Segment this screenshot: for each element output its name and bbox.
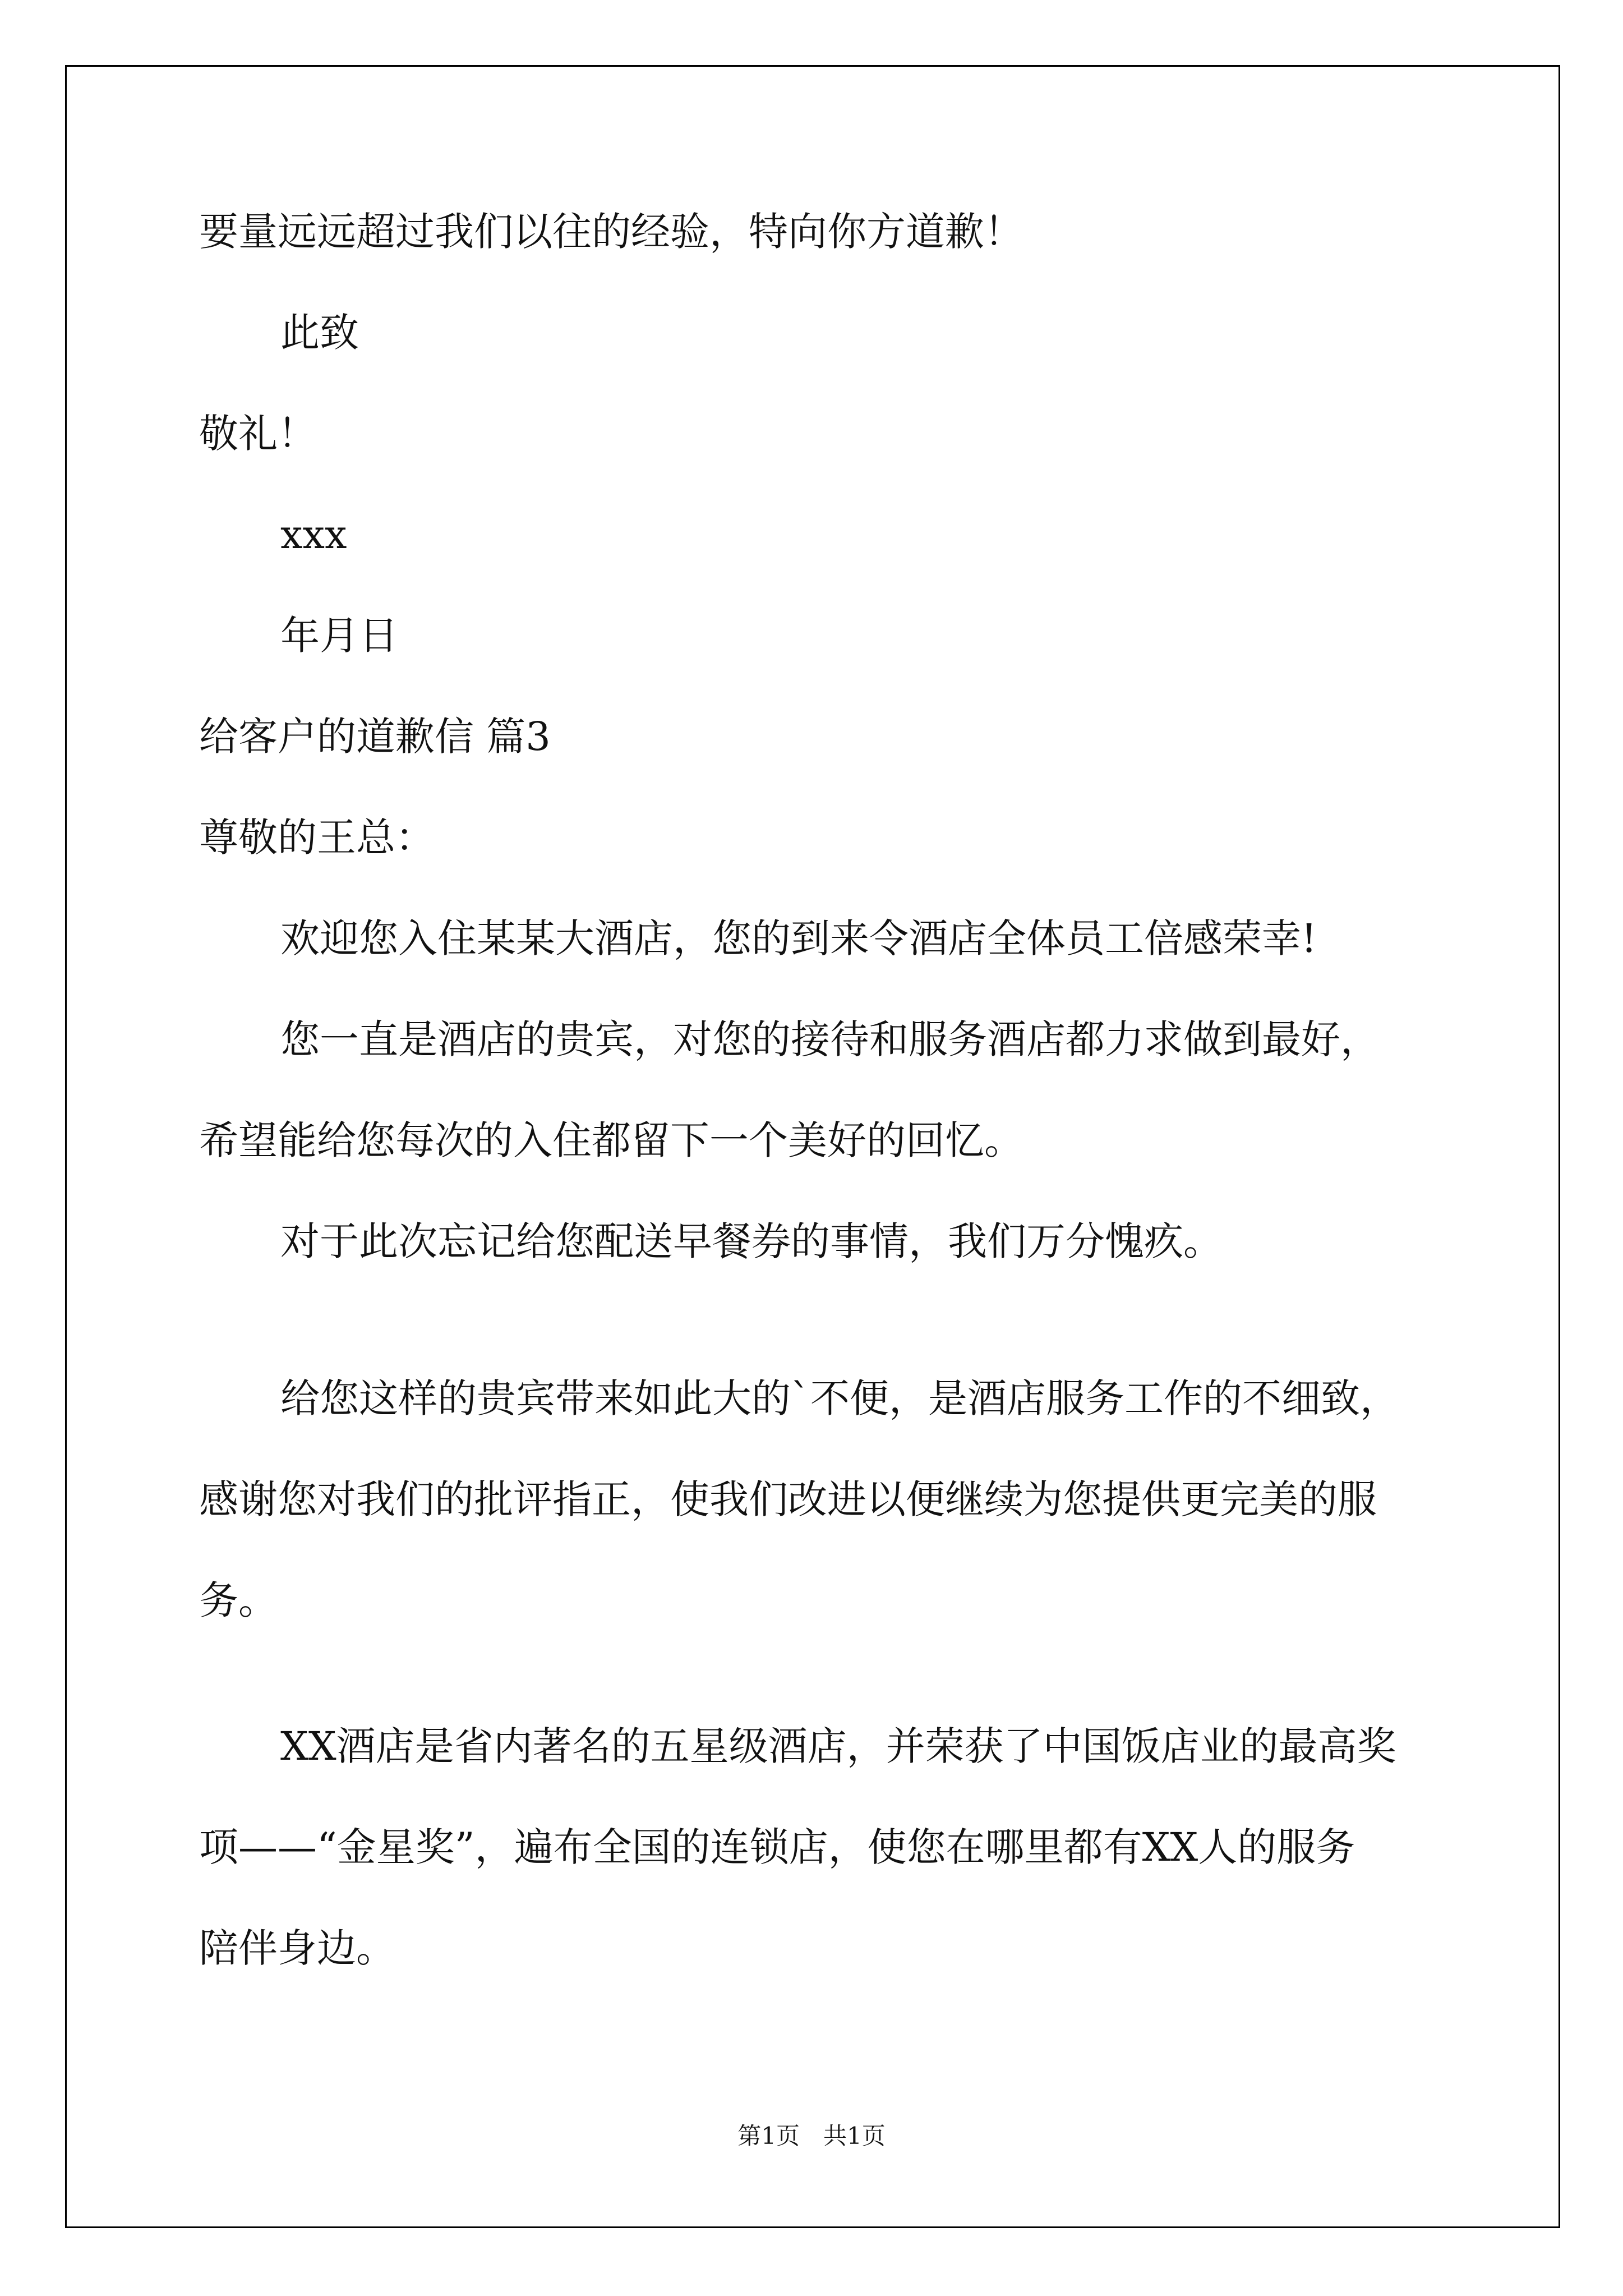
paragraph-line: 务。 — [199, 1577, 278, 1623]
paragraph-line: 您一直是酒店的贵宾，对您的接待和服务酒店都力求做到最好， — [280, 1016, 1380, 1062]
paragraph-line: 项——“金星奖”，遍布全国的连锁店，使您在哪里都有XX人的服务 — [199, 1824, 1355, 1870]
paragraph-line: 陪伴身边。 — [199, 1925, 395, 1971]
paragraph-line: XX酒店是省内著名的五星级酒店，并荣获了中国饭店业的最高奖 — [280, 1723, 1396, 1769]
paragraph-line: 希望能给您每次的入住都留下一个美好的回忆。 — [199, 1117, 1023, 1163]
signature-date: 年月日 — [280, 613, 398, 659]
section-title: 给客户的道歉信 篇3 — [199, 714, 551, 760]
signature-name: xxx — [280, 512, 347, 558]
page-footer: 第1页 共1页 — [737, 2122, 886, 2150]
salutation-jingli: 敬礼！ — [199, 411, 317, 457]
paragraph-line: 对于此次忘记给您配送早餐券的事情，我们万分愧疚。 — [280, 1218, 1223, 1264]
paragraph-line: 给您这样的贵宾带来如此大的`不便，是酒店服务工作的不细致， — [280, 1375, 1399, 1421]
salutation-cizhi: 此致 — [280, 310, 359, 356]
paragraph-line: 欢迎您入住某某大酒店，您的到来令酒店全体员工倍感荣幸! — [280, 915, 1317, 961]
closing-sentence: 要量远远超过我们以往的经验，特向你方道歉！ — [199, 209, 1023, 255]
letter-greeting: 尊敬的王总： — [199, 815, 435, 861]
paragraph-line: 感谢您对我们的批评指正，使我们改进以便继续为您提供更完美的服 — [199, 1476, 1377, 1522]
